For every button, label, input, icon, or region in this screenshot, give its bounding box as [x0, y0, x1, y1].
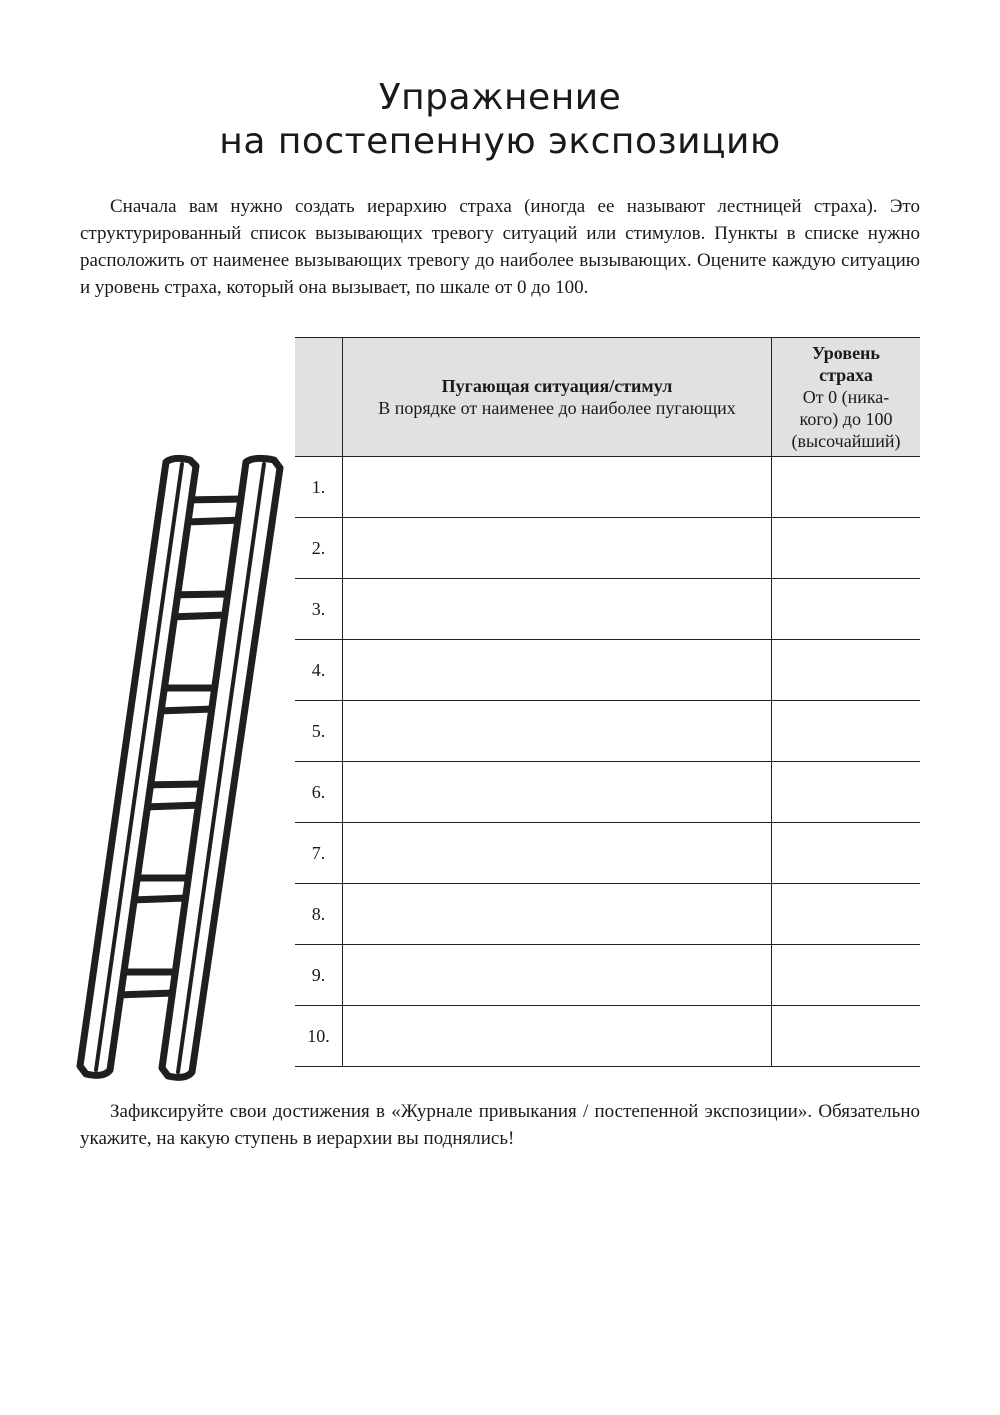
- situation-column-header: [343, 338, 772, 457]
- intro-paragraph: Сначала вам нужно создать иерархию страха (иногда ее называют лестницей страха). Это структурированный список вызывающих тревогу ситуаций или стимулов. Пункты в списке нужно расположить от наименее вызывающих тревогу до наиболее вызывающих. Оцените каждую ситуацию и уровень страха, который она вызывает, по шкале от 0 до 100.: [80, 196, 920, 298]
- situation-header-subtitle: В порядке от наименее до наиболее пугающих: [378, 398, 736, 418]
- situation-cell[interactable]: [343, 518, 772, 579]
- situation-cell[interactable]: [343, 945, 772, 1006]
- row-number: 4.: [295, 640, 343, 701]
- table-row: [295, 701, 920, 762]
- table-row: [295, 823, 920, 884]
- fear-level-cell[interactable]: [772, 762, 921, 823]
- number-column-header: [295, 338, 343, 457]
- fear-level-cell[interactable]: [772, 884, 921, 945]
- closing-paragraph: Зафиксируйте свои достижения в «Журнале привыкания / постепенной экспозиции». Обязательно укажите, на какую ступень в иерархии вы поднялись!: [80, 1101, 920, 1149]
- fear-level-cell[interactable]: [772, 579, 921, 640]
- fear-level-cell[interactable]: [772, 823, 921, 884]
- situation-cell[interactable]: [343, 1006, 772, 1067]
- table-row: [295, 518, 920, 579]
- title-line-1: Упражнение: [378, 77, 622, 118]
- level-header-line-2: страха: [819, 365, 873, 385]
- level-header-line-1: Уровень: [812, 343, 880, 363]
- table-row: [295, 579, 920, 640]
- fear-level-cell[interactable]: [772, 945, 921, 1006]
- table-row: [295, 762, 920, 823]
- row-number: 2.: [295, 518, 343, 579]
- level-sub-line-2: кого) до 100: [799, 409, 893, 429]
- page-title: [0, 76, 1000, 164]
- fear-level-cell[interactable]: [772, 640, 921, 701]
- row-number: 7.: [295, 823, 343, 884]
- situation-cell[interactable]: [343, 579, 772, 640]
- table-row: [295, 457, 920, 518]
- title-line-2: на постепенную экспозицию: [219, 121, 781, 162]
- row-number: 1.: [295, 457, 343, 518]
- table-row: [295, 945, 920, 1006]
- situation-cell[interactable]: [343, 823, 772, 884]
- row-number: 10.: [295, 1006, 343, 1067]
- fear-level-cell[interactable]: [772, 518, 921, 579]
- table-row: [295, 640, 920, 701]
- situation-cell[interactable]: [343, 457, 772, 518]
- row-number: 8.: [295, 884, 343, 945]
- row-number: 6.: [295, 762, 343, 823]
- table-row: [295, 1006, 920, 1067]
- situation-cell[interactable]: [343, 884, 772, 945]
- fear-hierarchy-table: [295, 337, 920, 1067]
- fear-level-cell[interactable]: [772, 1006, 921, 1067]
- table-row: [295, 884, 920, 945]
- situation-header-title: Пугающая ситуация/стимул: [441, 376, 673, 396]
- table-header-row: [295, 338, 920, 457]
- situation-cell[interactable]: [343, 640, 772, 701]
- row-number: 3.: [295, 579, 343, 640]
- ladder-illustration: [74, 450, 294, 1090]
- level-sub-line-1: От 0 (ника-: [802, 387, 890, 407]
- fear-level-cell[interactable]: [772, 701, 921, 762]
- level-sub-line-3: (высочайший): [791, 431, 901, 451]
- level-column-header: [772, 338, 921, 457]
- row-number: 9.: [295, 945, 343, 1006]
- situation-cell[interactable]: [343, 762, 772, 823]
- fear-level-cell[interactable]: [772, 457, 921, 518]
- situation-cell[interactable]: [343, 701, 772, 762]
- row-number: 5.: [295, 701, 343, 762]
